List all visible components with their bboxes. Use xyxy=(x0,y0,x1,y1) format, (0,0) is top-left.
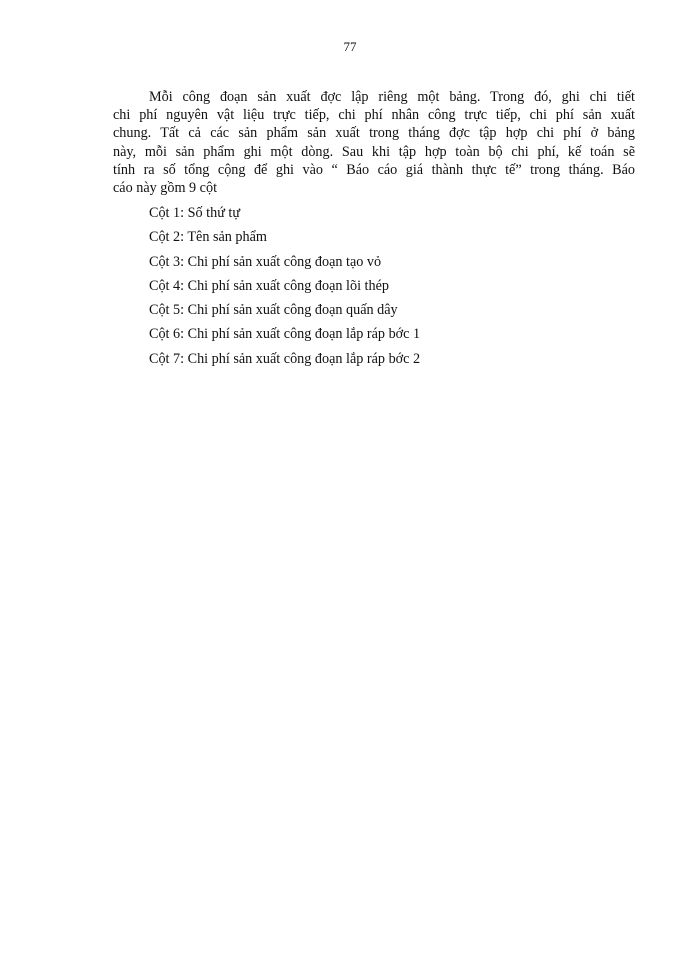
column-item: Cột 4: Chi phí sản xuất công đoạn lõi thép xyxy=(149,277,389,294)
column-item: Cột 1: Số thứ tự xyxy=(149,205,241,221)
paragraph-line: Mỗi công đoạn sản xuất đợc lập riêng một bảng. Trong đó, ghi chi tiết xyxy=(149,89,635,105)
paragraph-line: này, mỗi sản phẩm ghi một dòng. Sau khi tập hợp toàn bộ chi phí, kế toán sẽ xyxy=(113,143,635,160)
column-item: Cột 2: Tên sản phẩm xyxy=(149,229,267,246)
paragraph-line: chung. Tất cả các sản phẩm sản xuất trong tháng đợc tập hợp chi phí ở bảng xyxy=(113,125,635,142)
column-item: Cột 5: Chi phí sản xuất công đoạn quấn dây xyxy=(149,302,398,319)
paragraph-line: chi phí nguyên vật liệu trực tiếp, chi phí nhân công trực tiếp, chi phí sản xuất xyxy=(113,107,635,124)
column-item: Cột 7: Chi phí sản xuất công đoạn lắp ráp bớc 2 xyxy=(149,350,421,367)
page-number: 77 xyxy=(343,39,357,54)
column-item: Cột 3: Chi phí sản xuất công đoạn tạo vỏ xyxy=(149,253,382,270)
column-item: Cột 6: Chi phí sản xuất công đoạn lắp ráp bớc 1 xyxy=(149,326,421,343)
paragraph-line: cáo này gồm 9 cột xyxy=(113,180,218,197)
column-list xyxy=(149,204,599,374)
body-paragraph xyxy=(113,88,635,197)
paragraph-line: tính ra số tổng cộng để ghi vào “ Báo cáo giá thành thực tế” trong tháng. Báo xyxy=(113,161,635,178)
